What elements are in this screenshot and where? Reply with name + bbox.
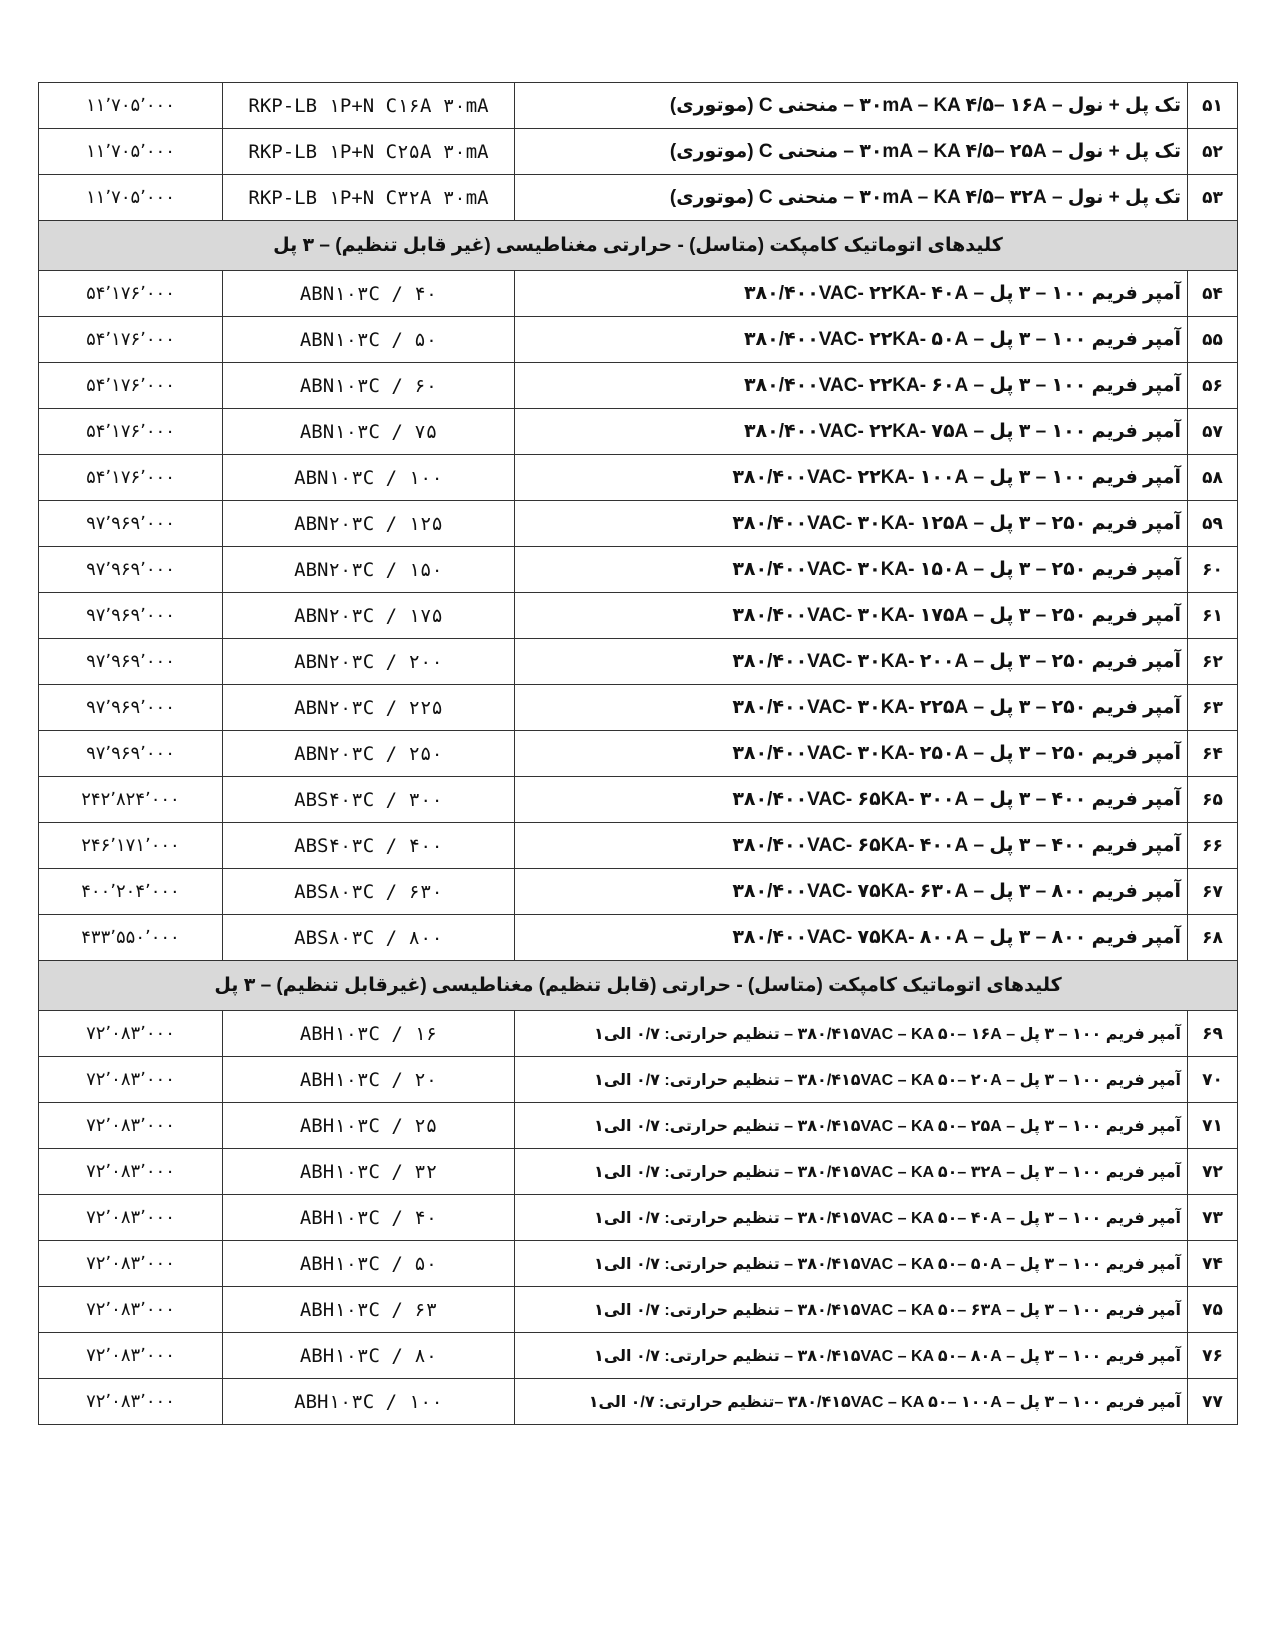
description-cell: آمپر فریم ۲۵۰ – ۳ پل – ۳۸۰/۴۰۰VAC- ۳۰KA- ۱۲۵A: [515, 501, 1188, 547]
product-code-cell: ABH۱۰۳C / ۴۰: [223, 1195, 515, 1241]
description-cell: آمپر فریم ۱۰۰ – ۳ پل – ۳۸۰/۴۱۵VAC – KA ۵۰– ۲۵A – تنظیم حرارتی: ۰/۷ الی۱: [515, 1103, 1188, 1149]
price-cell: ۵۴٬۱۷۶٬۰۰۰: [39, 409, 223, 455]
row-number-cell: ۵۴: [1188, 271, 1238, 317]
description-cell: آمپر فریم ۱۰۰ – ۳ پل – ۳۸۰/۴۱۵VAC – KA ۵۰– ۳۲A – تنظیم حرارتی: ۰/۷ الی۱: [515, 1149, 1188, 1195]
row-number-cell: ۵۷: [1188, 409, 1238, 455]
price-cell: ۹۷٬۹۶۹٬۰۰۰: [39, 593, 223, 639]
description-cell: آمپر فریم ۱۰۰ – ۳ پل – ۳۸۰/۴۱۵VAC – KA ۵۰– ۸۰A – تنظیم حرارتی: ۰/۷ الی۱: [515, 1333, 1188, 1379]
price-cell: ۷۲٬۰۸۳٬۰۰۰: [39, 1057, 223, 1103]
product-code-cell: ABH۱۰۳C / ۱۶: [223, 1011, 515, 1057]
description-cell: آمپر فریم ۲۵۰ – ۳ پل – ۳۸۰/۴۰۰VAC- ۳۰KA- ۲۵۰A: [515, 731, 1188, 777]
product-code-cell: ABN۱۰۳C / ۵۰: [223, 317, 515, 363]
product-code-cell: RKP-LB ۱P+N C۲۵A ۳۰mA: [223, 129, 515, 175]
product-code-cell: ABN۲۰۳C / ۱۵۰: [223, 547, 515, 593]
row-number-cell: ۶۷: [1188, 869, 1238, 915]
table-group-section-2: [39, 961, 1238, 1011]
product-code-cell: ABS۸۰۳C / ۸۰۰: [223, 915, 515, 961]
row-number-cell: ۶۳: [1188, 685, 1238, 731]
price-cell: ۷۲٬۰۸۳٬۰۰۰: [39, 1149, 223, 1195]
price-cell: ۷۲٬۰۸۳٬۰۰۰: [39, 1195, 223, 1241]
table-group-rcbo: [39, 83, 1238, 221]
product-code-cell: ABN۲۰۳C / ۱۷۵: [223, 593, 515, 639]
table-row: [39, 915, 1238, 961]
row-number-cell: ۵۸: [1188, 455, 1238, 501]
table-row: [39, 685, 1238, 731]
price-cell: ۷۲٬۰۸۳٬۰۰۰: [39, 1241, 223, 1287]
product-code-cell: ABN۱۰۳C / ۷۵: [223, 409, 515, 455]
price-cell: ۱۱٬۷۰۵٬۰۰۰: [39, 175, 223, 221]
product-code-cell: ABH۱۰۳C / ۲۵: [223, 1103, 515, 1149]
row-number-cell: ۶۶: [1188, 823, 1238, 869]
description-cell: آمپر فریم ۱۰۰ – ۳ پل – ۳۸۰/۴۰۰VAC- ۲۲KA- ۱۰۰A: [515, 455, 1188, 501]
row-number-cell: ۵۲: [1188, 129, 1238, 175]
row-number-cell: ۷۷: [1188, 1379, 1238, 1425]
description-cell: آمپر فریم ۱۰۰ – ۳ پل – ۳۸۰/۴۱۵VAC – KA ۵۰– ۲۰A – تنظیم حرارتی: ۰/۷ الی۱: [515, 1057, 1188, 1103]
row-number-cell: ۶۱: [1188, 593, 1238, 639]
product-code-cell: ABN۱۰۳C / ۱۰۰: [223, 455, 515, 501]
table-row: [39, 1287, 1238, 1333]
table-group-fixed-breakers: [39, 271, 1238, 961]
price-cell: ۹۷٬۹۶۹٬۰۰۰: [39, 639, 223, 685]
description-cell: آمپر فریم ۱۰۰ – ۳ پل – ۳۸۰/۴۱۵VAC – KA ۵۰– ۵۰A – تنظیم حرارتی: ۰/۷ الی۱: [515, 1241, 1188, 1287]
description-cell: آمپر فریم ۲۵۰ – ۳ پل – ۳۸۰/۴۰۰VAC- ۳۰KA- ۱۷۵A: [515, 593, 1188, 639]
price-cell: ۹۷٬۹۶۹٬۰۰۰: [39, 547, 223, 593]
table-row: [39, 501, 1238, 547]
table-row: [39, 593, 1238, 639]
row-number-cell: ۵۹: [1188, 501, 1238, 547]
table-row: [39, 455, 1238, 501]
table-row: [39, 409, 1238, 455]
row-number-cell: ۷۴: [1188, 1241, 1238, 1287]
table-row: [39, 317, 1238, 363]
price-cell: ۷۲٬۰۸۳٬۰۰۰: [39, 1103, 223, 1149]
table-row: [39, 639, 1238, 685]
table-row: [39, 271, 1238, 317]
price-cell: ۷۲٬۰۸۳٬۰۰۰: [39, 1333, 223, 1379]
product-code-cell: ABH۱۰۳C / ۲۰: [223, 1057, 515, 1103]
price-cell: ۷۲٬۰۸۳٬۰۰۰: [39, 1287, 223, 1333]
row-number-cell: ۷۱: [1188, 1103, 1238, 1149]
table-row: [39, 869, 1238, 915]
price-cell: ۱۱٬۷۰۵٬۰۰۰: [39, 129, 223, 175]
row-number-cell: ۶۴: [1188, 731, 1238, 777]
table-row: [39, 129, 1238, 175]
table-row: [39, 1149, 1238, 1195]
product-code-cell: ABH۱۰۳C / ۱۰۰: [223, 1379, 515, 1425]
table-group-adjustable-breakers: [39, 1011, 1238, 1425]
section-title: کلیدهای اتوماتیک کامپکت (متاسل) - حرارتی (قابل تنظیم) مغناطیسی (غیرقابل تنظیم) – ۳ پل: [39, 961, 1238, 1011]
table-row: [39, 175, 1238, 221]
description-cell: آمپر فریم ۸۰۰ – ۳ پل – ۳۸۰/۴۰۰VAC- ۷۵KA- ۶۳۰A: [515, 869, 1188, 915]
description-cell: آمپر فریم ۲۵۰ – ۳ پل – ۳۸۰/۴۰۰VAC- ۳۰KA- ۱۵۰A: [515, 547, 1188, 593]
description-cell: آمپر فریم ۴۰۰ – ۳ پل – ۳۸۰/۴۰۰VAC- ۶۵KA- ۳۰۰A: [515, 777, 1188, 823]
price-cell: ۹۷٬۹۶۹٬۰۰۰: [39, 685, 223, 731]
table-row: [39, 547, 1238, 593]
description-cell: آمپر فریم ۱۰۰ – ۳ پل – ۳۸۰/۴۰۰VAC- ۲۲KA- ۷۵A: [515, 409, 1188, 455]
product-code-cell: ABS۴۰۳C / ۴۰۰: [223, 823, 515, 869]
row-number-cell: ۶۲: [1188, 639, 1238, 685]
table-row: [39, 1195, 1238, 1241]
row-number-cell: ۷۵: [1188, 1287, 1238, 1333]
row-number-cell: ۷۳: [1188, 1195, 1238, 1241]
price-cell: ۹۷٬۹۶۹٬۰۰۰: [39, 731, 223, 777]
product-code-cell: ABH۱۰۳C / ۸۰: [223, 1333, 515, 1379]
row-number-cell: ۷۲: [1188, 1149, 1238, 1195]
table-group-section-1: [39, 221, 1238, 271]
table-row: [39, 1103, 1238, 1149]
product-code-cell: ABH۱۰۳C / ۳۲: [223, 1149, 515, 1195]
row-number-cell: ۵۶: [1188, 363, 1238, 409]
description-cell: آمپر فریم ۱۰۰ – ۳ پل – ۳۸۰/۴۱۵VAC – KA ۵۰– ۶۳A – تنظیم حرارتی: ۰/۷ الی۱: [515, 1287, 1188, 1333]
table-row: [39, 363, 1238, 409]
product-code-cell: ABS۸۰۳C / ۶۳۰: [223, 869, 515, 915]
price-cell: ۴۰۰٬۲۰۴٬۰۰۰: [39, 869, 223, 915]
price-list-sheet: [38, 82, 1237, 1425]
price-cell: ۴۳۳٬۵۵۰٬۰۰۰: [39, 915, 223, 961]
price-cell: ۲۴۲٬۸۲۴٬۰۰۰: [39, 777, 223, 823]
product-code-cell: ABN۲۰۳C / ۱۲۵: [223, 501, 515, 547]
price-cell: ۵۴٬۱۷۶٬۰۰۰: [39, 271, 223, 317]
row-number-cell: ۵۵: [1188, 317, 1238, 363]
table-row: [39, 83, 1238, 129]
description-cell: آمپر فریم ۸۰۰ – ۳ پل – ۳۸۰/۴۰۰VAC- ۷۵KA- ۸۰۰A: [515, 915, 1188, 961]
price-cell: ۷۲٬۰۸۳٬۰۰۰: [39, 1011, 223, 1057]
price-cell: ۵۴٬۱۷۶٬۰۰۰: [39, 363, 223, 409]
row-number-cell: ۷۶: [1188, 1333, 1238, 1379]
product-code-cell: ABN۲۰۳C / ۲۲۵: [223, 685, 515, 731]
product-code-cell: ABN۱۰۳C / ۴۰: [223, 271, 515, 317]
description-cell: آمپر فریم ۲۵۰ – ۳ پل – ۳۸۰/۴۰۰VAC- ۳۰KA- ۲۲۵A: [515, 685, 1188, 731]
description-cell: آمپر فریم ۱۰۰ – ۳ پل – ۳۸۰/۴۰۰VAC- ۲۲KA- ۵۰A: [515, 317, 1188, 363]
table-row: [39, 1241, 1238, 1287]
table-row: [39, 823, 1238, 869]
description-cell: آمپر فریم ۱۰۰ – ۳ پل – ۳۸۰/۴۱۵VAC – KA ۵۰– ۴۰A – تنظیم حرارتی: ۰/۷ الی۱: [515, 1195, 1188, 1241]
table-row: [39, 731, 1238, 777]
price-table: [38, 82, 1238, 1425]
row-number-cell: ۵۱: [1188, 83, 1238, 129]
price-cell: ۱۱٬۷۰۵٬۰۰۰: [39, 83, 223, 129]
table-row: [39, 1333, 1238, 1379]
description-cell: آمپر فریم ۲۵۰ – ۳ پل – ۳۸۰/۴۰۰VAC- ۳۰KA- ۲۰۰A: [515, 639, 1188, 685]
row-number-cell: ۵۳: [1188, 175, 1238, 221]
product-code-cell: ABN۲۰۳C / ۲۰۰: [223, 639, 515, 685]
price-cell: ۷۲٬۰۸۳٬۰۰۰: [39, 1379, 223, 1425]
row-number-cell: ۶۰: [1188, 547, 1238, 593]
row-number-cell: ۷۰: [1188, 1057, 1238, 1103]
row-number-cell: ۶۹: [1188, 1011, 1238, 1057]
description-cell: تک پل + نول – ۳۰mA – KA ۴/۵– ۳۲A – منحنی C (موتوری): [515, 175, 1188, 221]
price-cell: ۲۴۶٬۱۷۱٬۰۰۰: [39, 823, 223, 869]
price-cell: ۵۴٬۱۷۶٬۰۰۰: [39, 455, 223, 501]
description-cell: آمپر فریم ۱۰۰ – ۳ پل – ۳۸۰/۴۰۰VAC- ۲۲KA- ۶۰A: [515, 363, 1188, 409]
price-cell: ۹۷٬۹۶۹٬۰۰۰: [39, 501, 223, 547]
section-title: کلیدهای اتوماتیک کامپکت (متاسل) - حرارتی مغناطیسی (غیر قابل تنظیم) – ۳ پل: [39, 221, 1238, 271]
price-cell: ۵۴٬۱۷۶٬۰۰۰: [39, 317, 223, 363]
product-code-cell: ABS۴۰۳C / ۳۰۰: [223, 777, 515, 823]
section-header-row: [39, 961, 1238, 1011]
product-code-cell: ABH۱۰۳C / ۵۰: [223, 1241, 515, 1287]
product-code-cell: ABH۱۰۳C / ۶۳: [223, 1287, 515, 1333]
description-cell: آمپر فریم ۱۰۰ – ۳ پل – ۳۸۰/۴۱۵VAC – KA ۵۰– ۱۰۰A –تنظیم حرارتی: ۰/۷ الی۱: [515, 1379, 1188, 1425]
product-code-cell: ABN۲۰۳C / ۲۵۰: [223, 731, 515, 777]
row-number-cell: ۶۸: [1188, 915, 1238, 961]
table-row: [39, 1011, 1238, 1057]
product-code-cell: RKP-LB ۱P+N C۱۶A ۳۰mA: [223, 83, 515, 129]
product-code-cell: RKP-LB ۱P+N C۳۲A ۳۰mA: [223, 175, 515, 221]
description-cell: آمپر فریم ۱۰۰ – ۳ پل – ۳۸۰/۴۱۵VAC – KA ۵۰– ۱۶A – تنظیم حرارتی: ۰/۷ الی۱: [515, 1011, 1188, 1057]
description-cell: تک پل + نول – ۳۰mA – KA ۴/۵– ۲۵A – منحنی C (موتوری): [515, 129, 1188, 175]
description-cell: تک پل + نول – ۳۰mA – KA ۴/۵– ۱۶A – منحنی C (موتوری): [515, 83, 1188, 129]
row-number-cell: ۶۵: [1188, 777, 1238, 823]
description-cell: آمپر فریم ۱۰۰ – ۳ پل – ۳۸۰/۴۰۰VAC- ۲۲KA- ۴۰A: [515, 271, 1188, 317]
table-row: [39, 777, 1238, 823]
table-row: [39, 1057, 1238, 1103]
table-row: [39, 1379, 1238, 1425]
product-code-cell: ABN۱۰۳C / ۶۰: [223, 363, 515, 409]
section-header-row: [39, 221, 1238, 271]
description-cell: آمپر فریم ۴۰۰ – ۳ پل – ۳۸۰/۴۰۰VAC- ۶۵KA- ۴۰۰A: [515, 823, 1188, 869]
